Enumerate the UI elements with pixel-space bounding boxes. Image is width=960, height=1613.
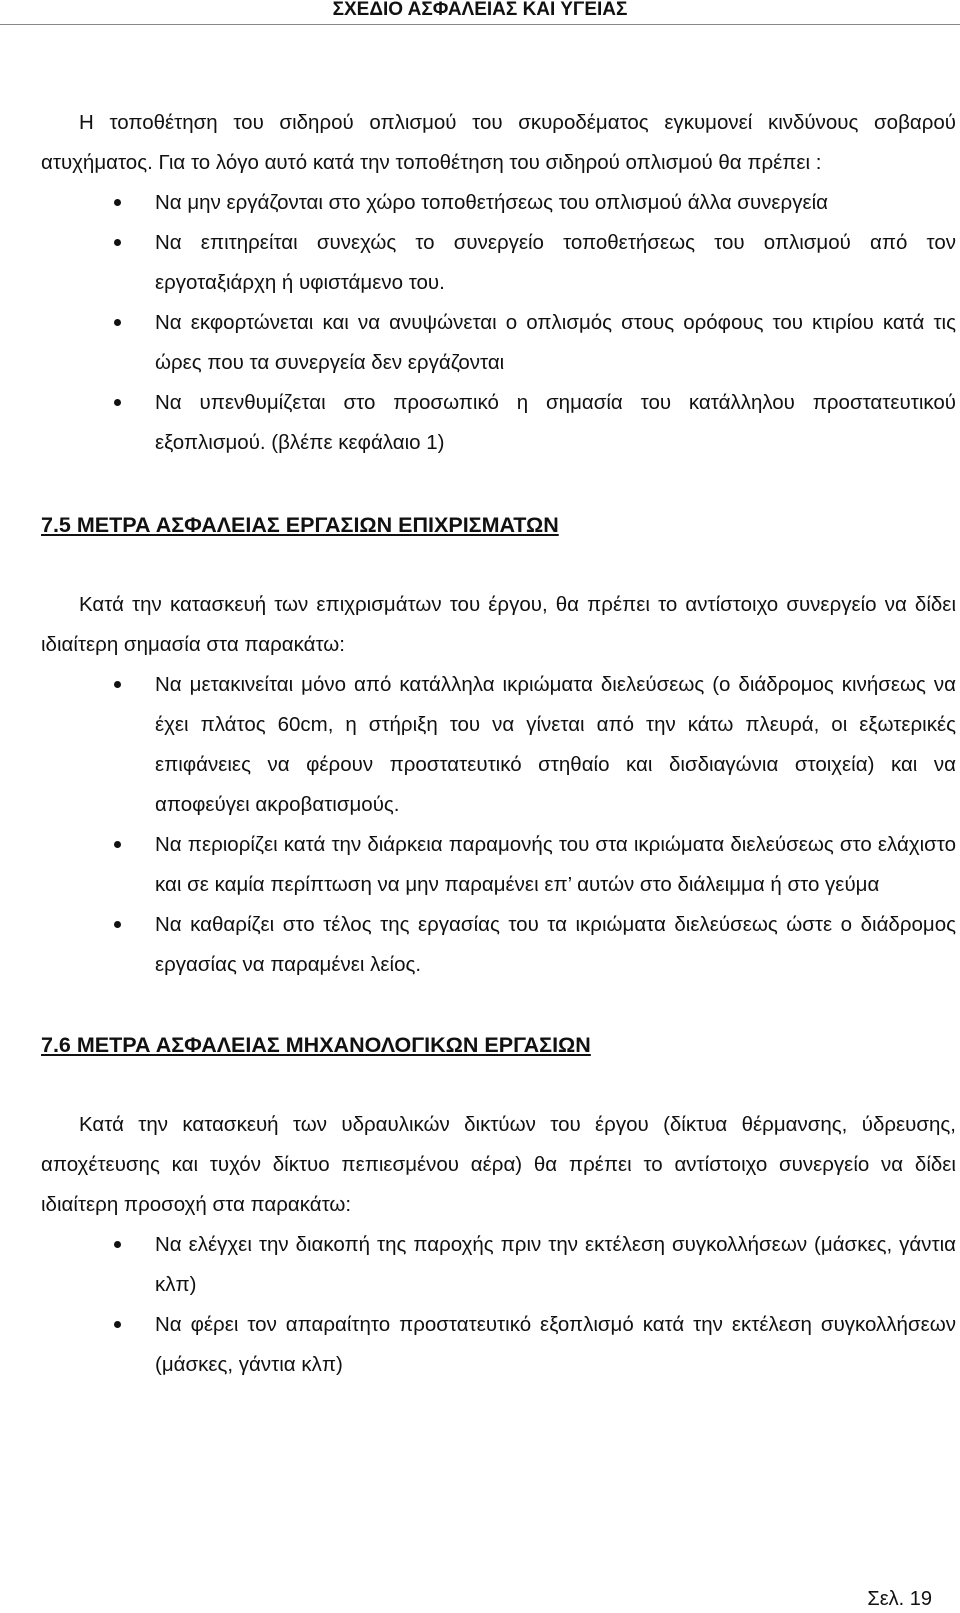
list-item-text: Να καθαρίζει στο τέλος της εργασίας του τα ικριώματα διελεύσεως ώστε ο διάδρομος εργασίας να παραμένει λείος. <box>155 913 956 976</box>
bullet-icon <box>114 199 121 206</box>
list-item <box>41 905 956 985</box>
list-item-text: Να υπενθυμίζεται στο προσωπικό η σημασία του κατάλληλου προστατευτικού εξοπλισμού. (βλέπε κεφάλαιο 1) <box>155 391 956 454</box>
bullet-icon <box>114 921 121 928</box>
list-item-text: Να ελέγχει την διακοπή της παροχής πριν την εκτέλεση συγκολλήσεων (μάσκες, γάντια κλπ) <box>155 1233 956 1296</box>
list-item <box>41 223 956 303</box>
list-item <box>41 1305 956 1385</box>
bullet-icon <box>114 1321 121 1328</box>
section-heading-7-6: 7.6 ΜΕΤΡΑ ΑΣΦΑΛΕΙΑΣ ΜΗΧΑΝΟΛΟΓΙΚΩΝ ΕΡΓΑΣΙΩΝ <box>41 1033 591 1057</box>
spacer <box>41 1065 956 1105</box>
page-number <box>867 1588 932 1610</box>
page-number-label: Σελ. 19 <box>867 1588 932 1610</box>
bullet-icon <box>114 1241 121 1248</box>
bullet-icon <box>114 841 121 848</box>
list-item-text: Να μην εργάζονται στο χώρο τοποθετήσεως του οπλισμού άλλα συνεργεία <box>155 191 828 214</box>
intro-bullet-list <box>41 183 956 463</box>
section-7-5-bullet-list <box>41 665 956 985</box>
list-item <box>41 665 956 825</box>
header-title: ΣΧΕΔΙΟ ΑΣΦΑΛΕΙΑΣ ΚΑΙ ΥΓΕΙΑΣ <box>332 0 628 20</box>
bullet-icon <box>114 319 121 326</box>
list-item-text: Να εκφορτώνεται και να ανυψώνεται ο οπλισμός στους ορόφους του κτιρίου κατά τις ώρες που τα συνεργεία δεν εργάζονται <box>155 311 956 374</box>
section-7-6-paragraph: Κατά την κατασκευή των υδραυλικών δικτύων του έργου (δίκτυα θέρμανσης, ύδρευσης, αποχέτευσης και τυχόν δίκτυο πεπιεσμένου αέρα) θα πρέπει το αντίστοιχο συνεργείο να δίδει ιδιαίτερη προσοχή στα παρακάτω: <box>41 1113 956 1216</box>
section-7-6-bullet-list <box>41 1225 956 1385</box>
spacer <box>41 463 956 505</box>
bullet-icon <box>114 681 121 688</box>
spacer <box>41 985 956 1025</box>
section-7-5-paragraph: Κατά την κατασκευή των επιχρισμάτων του έργου, θα πρέπει το αντίστοιχο συνεργείο να δίδει ιδιαίτερη σημασία στα παρακάτω: <box>41 593 956 656</box>
list-item <box>41 303 956 383</box>
list-item <box>41 383 956 463</box>
list-item-text: Να επιτηρείται συνεχώς το συνεργείο τοποθετήσεως του οπλισμού από τον εργοταξιάρχη ή υφιστάμενο του. <box>155 231 956 294</box>
intro-paragraph: Η τοποθέτηση του σιδηρού οπλισμού του σκυροδέματος εγκυμονεί κινδύνους σοβαρού ατυχήματος. Για το λόγο αυτό κατά την τοποθέτηση του σιδηρού οπλισμού θα πρέπει : <box>41 111 956 174</box>
bullet-icon <box>114 239 121 246</box>
page-body <box>41 103 956 1385</box>
list-item-text: Να περιορίζει κατά την διάρκεια παραμονής του στα ικριώματα διελεύσεως στο ελάχιστο και σε καμία περίπτωση να μην παραμένει επ’ αυτών στο διάλειμμα ή στο γεύμα <box>155 833 956 896</box>
list-item <box>41 1225 956 1305</box>
section-heading-7-5: 7.5 ΜΕΤΡΑ ΑΣΦΑΛΕΙΑΣ ΕΡΓΑΣΙΩΝ ΕΠΙΧΡΙΣΜΑΤΩΝ <box>41 513 559 537</box>
list-item-text: Να μετακινείται μόνο από κατάλληλα ικριώματα διελεύσεως (ο διάδρομος κινήσεως να έχει πλάτος 60cm, η στήριξη του να γίνεται από την κάτω πλευρά, οι εξωτερικές επιφάνειες να φέρουν προστατευτικό στηθαίο και δισδιαγώνια στοιχεία) και να αποφεύγει ακροβατισμούς. <box>155 673 956 816</box>
list-item-text: Να φέρει τον απαραίτητο προστατευτικό εξοπλισμό κατά την εκτέλεση συγκολλήσεων (μάσκες, γάντια κλπ) <box>155 1313 956 1376</box>
bullet-icon <box>114 399 121 406</box>
list-item <box>41 825 956 905</box>
spacer <box>41 545 956 585</box>
header-divider <box>0 24 960 25</box>
list-item <box>41 183 956 223</box>
